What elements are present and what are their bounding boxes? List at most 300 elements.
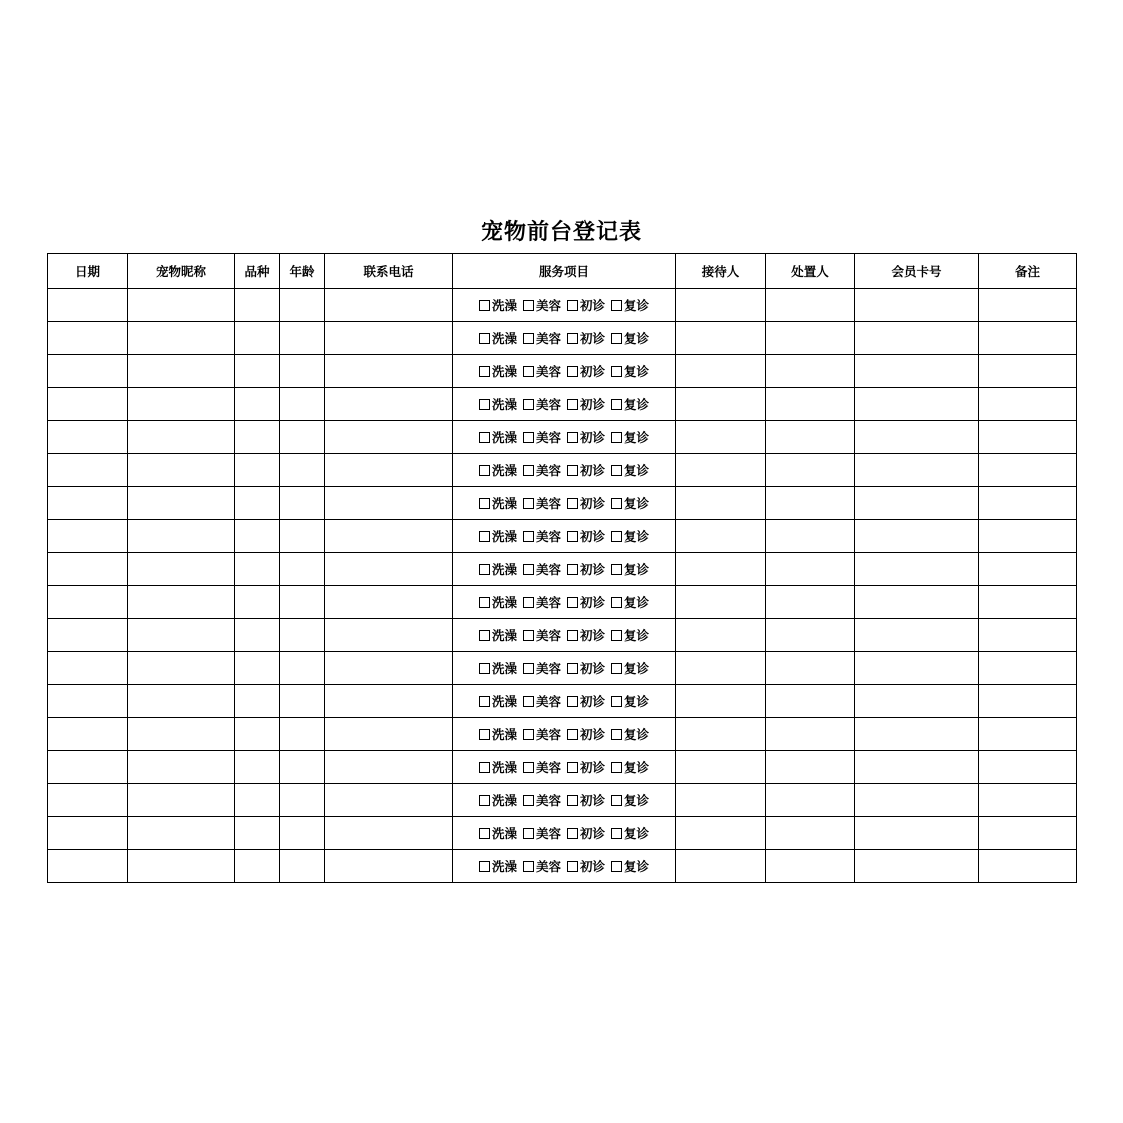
checkbox-icon[interactable] (479, 696, 490, 707)
service-option-bath[interactable] (479, 395, 517, 413)
phone-cell[interactable] (325, 652, 453, 685)
notes-cell[interactable] (979, 520, 1077, 553)
service-option-grooming[interactable] (523, 362, 561, 380)
notes-cell[interactable] (979, 355, 1077, 388)
member-card-cell[interactable] (855, 421, 979, 454)
service-option-first-visit[interactable] (567, 296, 605, 314)
date-cell[interactable] (48, 619, 128, 652)
service-option-first-visit[interactable] (567, 626, 605, 644)
age-cell[interactable] (280, 652, 325, 685)
checkbox-icon[interactable] (523, 597, 534, 608)
breed-cell[interactable] (235, 718, 280, 751)
date-cell[interactable] (48, 652, 128, 685)
age-cell[interactable] (280, 586, 325, 619)
breed-cell[interactable] (235, 454, 280, 487)
checkbox-icon[interactable] (567, 366, 578, 377)
phone-cell[interactable] (325, 553, 453, 586)
pet-name-cell[interactable] (128, 652, 235, 685)
receptionist-cell[interactable] (676, 520, 766, 553)
checkbox-icon[interactable] (611, 531, 622, 542)
breed-cell[interactable] (235, 685, 280, 718)
checkbox-icon[interactable] (479, 828, 490, 839)
phone-cell[interactable] (325, 784, 453, 817)
notes-cell[interactable] (979, 850, 1077, 883)
service-option-first-visit[interactable] (567, 329, 605, 347)
notes-cell[interactable] (979, 718, 1077, 751)
breed-cell[interactable] (235, 421, 280, 454)
handler-cell[interactable] (766, 784, 855, 817)
service-option-bath[interactable] (479, 758, 517, 776)
handler-cell[interactable] (766, 355, 855, 388)
breed-cell[interactable] (235, 751, 280, 784)
service-option-bath[interactable] (479, 296, 517, 314)
breed-cell[interactable] (235, 784, 280, 817)
age-cell[interactable] (280, 454, 325, 487)
pet-name-cell[interactable] (128, 553, 235, 586)
breed-cell[interactable] (235, 520, 280, 553)
receptionist-cell[interactable] (676, 586, 766, 619)
receptionist-cell[interactable] (676, 652, 766, 685)
service-option-follow-up[interactable] (611, 593, 649, 611)
phone-cell[interactable] (325, 718, 453, 751)
checkbox-icon[interactable] (611, 762, 622, 773)
pet-name-cell[interactable] (128, 421, 235, 454)
date-cell[interactable] (48, 718, 128, 751)
checkbox-icon[interactable] (611, 630, 622, 641)
checkbox-icon[interactable] (479, 498, 490, 509)
date-cell[interactable] (48, 454, 128, 487)
handler-cell[interactable] (766, 751, 855, 784)
checkbox-icon[interactable] (567, 300, 578, 311)
receptionist-cell[interactable] (676, 817, 766, 850)
notes-cell[interactable] (979, 619, 1077, 652)
date-cell[interactable] (48, 817, 128, 850)
member-card-cell[interactable] (855, 586, 979, 619)
phone-cell[interactable] (325, 388, 453, 421)
service-option-first-visit[interactable] (567, 758, 605, 776)
member-card-cell[interactable] (855, 718, 979, 751)
checkbox-icon[interactable] (523, 399, 534, 410)
pet-name-cell[interactable] (128, 619, 235, 652)
service-option-bath[interactable] (479, 527, 517, 545)
phone-cell[interactable] (325, 520, 453, 553)
receptionist-cell[interactable] (676, 322, 766, 355)
handler-cell[interactable] (766, 553, 855, 586)
date-cell[interactable] (48, 487, 128, 520)
phone-cell[interactable] (325, 586, 453, 619)
notes-cell[interactable] (979, 553, 1077, 586)
notes-cell[interactable] (979, 487, 1077, 520)
service-option-follow-up[interactable] (611, 857, 649, 875)
checkbox-icon[interactable] (523, 696, 534, 707)
phone-cell[interactable] (325, 850, 453, 883)
receptionist-cell[interactable] (676, 718, 766, 751)
checkbox-icon[interactable] (611, 663, 622, 674)
receptionist-cell[interactable] (676, 553, 766, 586)
service-option-grooming[interactable] (523, 395, 561, 413)
breed-cell[interactable] (235, 487, 280, 520)
service-option-grooming[interactable] (523, 560, 561, 578)
handler-cell[interactable] (766, 817, 855, 850)
checkbox-icon[interactable] (567, 663, 578, 674)
checkbox-icon[interactable] (567, 861, 578, 872)
notes-cell[interactable] (979, 421, 1077, 454)
service-option-follow-up[interactable] (611, 329, 649, 347)
age-cell[interactable] (280, 751, 325, 784)
service-option-first-visit[interactable] (567, 527, 605, 545)
checkbox-icon[interactable] (567, 597, 578, 608)
checkbox-icon[interactable] (567, 762, 578, 773)
phone-cell[interactable] (325, 817, 453, 850)
service-option-follow-up[interactable] (611, 362, 649, 380)
handler-cell[interactable] (766, 487, 855, 520)
receptionist-cell[interactable] (676, 751, 766, 784)
phone-cell[interactable] (325, 685, 453, 718)
date-cell[interactable] (48, 784, 128, 817)
phone-cell[interactable] (325, 322, 453, 355)
checkbox-icon[interactable] (523, 498, 534, 509)
checkbox-icon[interactable] (567, 465, 578, 476)
handler-cell[interactable] (766, 718, 855, 751)
checkbox-icon[interactable] (567, 498, 578, 509)
checkbox-icon[interactable] (479, 861, 490, 872)
date-cell[interactable] (48, 355, 128, 388)
checkbox-icon[interactable] (523, 828, 534, 839)
pet-name-cell[interactable] (128, 322, 235, 355)
date-cell[interactable] (48, 520, 128, 553)
checkbox-icon[interactable] (567, 828, 578, 839)
breed-cell[interactable] (235, 322, 280, 355)
service-option-follow-up[interactable] (611, 395, 649, 413)
pet-name-cell[interactable] (128, 751, 235, 784)
checkbox-icon[interactable] (567, 795, 578, 806)
age-cell[interactable] (280, 388, 325, 421)
handler-cell[interactable] (766, 850, 855, 883)
service-option-grooming[interactable] (523, 593, 561, 611)
service-option-follow-up[interactable] (611, 791, 649, 809)
service-option-bath[interactable] (479, 494, 517, 512)
age-cell[interactable] (280, 421, 325, 454)
checkbox-icon[interactable] (611, 861, 622, 872)
checkbox-icon[interactable] (523, 762, 534, 773)
service-option-first-visit[interactable] (567, 593, 605, 611)
checkbox-icon[interactable] (523, 531, 534, 542)
service-option-first-visit[interactable] (567, 659, 605, 677)
checkbox-icon[interactable] (523, 861, 534, 872)
service-option-follow-up[interactable] (611, 824, 649, 842)
service-option-first-visit[interactable] (567, 692, 605, 710)
service-option-follow-up[interactable] (611, 560, 649, 578)
service-option-bath[interactable] (479, 329, 517, 347)
checkbox-icon[interactable] (611, 366, 622, 377)
checkbox-icon[interactable] (479, 432, 490, 443)
age-cell[interactable] (280, 520, 325, 553)
checkbox-icon[interactable] (479, 333, 490, 344)
checkbox-icon[interactable] (523, 366, 534, 377)
age-cell[interactable] (280, 817, 325, 850)
pet-name-cell[interactable] (128, 289, 235, 322)
checkbox-icon[interactable] (611, 696, 622, 707)
service-option-first-visit[interactable] (567, 362, 605, 380)
checkbox-icon[interactable] (611, 795, 622, 806)
service-option-follow-up[interactable] (611, 692, 649, 710)
checkbox-icon[interactable] (567, 432, 578, 443)
phone-cell[interactable] (325, 355, 453, 388)
handler-cell[interactable] (766, 388, 855, 421)
notes-cell[interactable] (979, 322, 1077, 355)
notes-cell[interactable] (979, 454, 1077, 487)
checkbox-icon[interactable] (567, 564, 578, 575)
date-cell[interactable] (48, 850, 128, 883)
checkbox-icon[interactable] (523, 465, 534, 476)
service-option-first-visit[interactable] (567, 560, 605, 578)
service-option-follow-up[interactable] (611, 461, 649, 479)
date-cell[interactable] (48, 553, 128, 586)
handler-cell[interactable] (766, 652, 855, 685)
service-option-follow-up[interactable] (611, 428, 649, 446)
pet-name-cell[interactable] (128, 817, 235, 850)
service-option-follow-up[interactable] (611, 494, 649, 512)
member-card-cell[interactable] (855, 487, 979, 520)
service-option-first-visit[interactable] (567, 428, 605, 446)
pet-name-cell[interactable] (128, 520, 235, 553)
checkbox-icon[interactable] (611, 729, 622, 740)
pet-name-cell[interactable] (128, 454, 235, 487)
receptionist-cell[interactable] (676, 850, 766, 883)
checkbox-icon[interactable] (479, 300, 490, 311)
service-option-follow-up[interactable] (611, 758, 649, 776)
checkbox-icon[interactable] (611, 465, 622, 476)
service-option-first-visit[interactable] (567, 494, 605, 512)
receptionist-cell[interactable] (676, 685, 766, 718)
checkbox-icon[interactable] (567, 531, 578, 542)
checkbox-icon[interactable] (611, 828, 622, 839)
service-option-first-visit[interactable] (567, 725, 605, 743)
handler-cell[interactable] (766, 586, 855, 619)
checkbox-icon[interactable] (611, 564, 622, 575)
receptionist-cell[interactable] (676, 454, 766, 487)
checkbox-icon[interactable] (611, 597, 622, 608)
notes-cell[interactable] (979, 586, 1077, 619)
member-card-cell[interactable] (855, 355, 979, 388)
checkbox-icon[interactable] (611, 399, 622, 410)
age-cell[interactable] (280, 355, 325, 388)
pet-name-cell[interactable] (128, 685, 235, 718)
checkbox-icon[interactable] (611, 300, 622, 311)
service-option-grooming[interactable] (523, 428, 561, 446)
member-card-cell[interactable] (855, 454, 979, 487)
service-option-follow-up[interactable] (611, 626, 649, 644)
notes-cell[interactable] (979, 751, 1077, 784)
service-option-bath[interactable] (479, 692, 517, 710)
handler-cell[interactable] (766, 520, 855, 553)
phone-cell[interactable] (325, 751, 453, 784)
service-option-grooming[interactable] (523, 626, 561, 644)
checkbox-icon[interactable] (479, 729, 490, 740)
service-option-first-visit[interactable] (567, 395, 605, 413)
breed-cell[interactable] (235, 619, 280, 652)
checkbox-icon[interactable] (479, 531, 490, 542)
age-cell[interactable] (280, 718, 325, 751)
member-card-cell[interactable] (855, 850, 979, 883)
receptionist-cell[interactable] (676, 355, 766, 388)
age-cell[interactable] (280, 619, 325, 652)
service-option-grooming[interactable] (523, 824, 561, 842)
checkbox-icon[interactable] (523, 333, 534, 344)
pet-name-cell[interactable] (128, 784, 235, 817)
member-card-cell[interactable] (855, 652, 979, 685)
pet-name-cell[interactable] (128, 850, 235, 883)
service-option-bath[interactable] (479, 461, 517, 479)
service-option-grooming[interactable] (523, 461, 561, 479)
pet-name-cell[interactable] (128, 718, 235, 751)
age-cell[interactable] (280, 850, 325, 883)
checkbox-icon[interactable] (479, 630, 490, 641)
service-option-bath[interactable] (479, 626, 517, 644)
receptionist-cell[interactable] (676, 487, 766, 520)
breed-cell[interactable] (235, 553, 280, 586)
breed-cell[interactable] (235, 388, 280, 421)
member-card-cell[interactable] (855, 784, 979, 817)
handler-cell[interactable] (766, 454, 855, 487)
checkbox-icon[interactable] (611, 498, 622, 509)
member-card-cell[interactable] (855, 322, 979, 355)
phone-cell[interactable] (325, 421, 453, 454)
service-option-grooming[interactable] (523, 692, 561, 710)
checkbox-icon[interactable] (479, 663, 490, 674)
checkbox-icon[interactable] (567, 696, 578, 707)
notes-cell[interactable] (979, 817, 1077, 850)
date-cell[interactable] (48, 421, 128, 454)
member-card-cell[interactable] (855, 817, 979, 850)
date-cell[interactable] (48, 388, 128, 421)
service-option-first-visit[interactable] (567, 824, 605, 842)
phone-cell[interactable] (325, 619, 453, 652)
checkbox-icon[interactable] (611, 432, 622, 443)
breed-cell[interactable] (235, 652, 280, 685)
checkbox-icon[interactable] (523, 564, 534, 575)
breed-cell[interactable] (235, 289, 280, 322)
service-option-grooming[interactable] (523, 725, 561, 743)
pet-name-cell[interactable] (128, 487, 235, 520)
service-option-grooming[interactable] (523, 296, 561, 314)
checkbox-icon[interactable] (523, 300, 534, 311)
breed-cell[interactable] (235, 850, 280, 883)
service-option-bath[interactable] (479, 593, 517, 611)
pet-name-cell[interactable] (128, 388, 235, 421)
date-cell[interactable] (48, 586, 128, 619)
service-option-grooming[interactable] (523, 494, 561, 512)
service-option-follow-up[interactable] (611, 725, 649, 743)
phone-cell[interactable] (325, 289, 453, 322)
service-option-bath[interactable] (479, 725, 517, 743)
checkbox-icon[interactable] (479, 762, 490, 773)
notes-cell[interactable] (979, 685, 1077, 718)
service-option-grooming[interactable] (523, 857, 561, 875)
phone-cell[interactable] (325, 454, 453, 487)
service-option-grooming[interactable] (523, 758, 561, 776)
service-option-grooming[interactable] (523, 329, 561, 347)
handler-cell[interactable] (766, 322, 855, 355)
service-option-follow-up[interactable] (611, 296, 649, 314)
age-cell[interactable] (280, 553, 325, 586)
date-cell[interactable] (48, 685, 128, 718)
notes-cell[interactable] (979, 784, 1077, 817)
receptionist-cell[interactable] (676, 619, 766, 652)
member-card-cell[interactable] (855, 520, 979, 553)
age-cell[interactable] (280, 322, 325, 355)
service-option-first-visit[interactable] (567, 857, 605, 875)
service-option-first-visit[interactable] (567, 461, 605, 479)
date-cell[interactable] (48, 751, 128, 784)
checkbox-icon[interactable] (567, 333, 578, 344)
checkbox-icon[interactable] (523, 729, 534, 740)
checkbox-icon[interactable] (479, 795, 490, 806)
checkbox-icon[interactable] (479, 366, 490, 377)
service-option-grooming[interactable] (523, 659, 561, 677)
pet-name-cell[interactable] (128, 586, 235, 619)
member-card-cell[interactable] (855, 685, 979, 718)
service-option-follow-up[interactable] (611, 659, 649, 677)
checkbox-icon[interactable] (567, 630, 578, 641)
checkbox-icon[interactable] (567, 729, 578, 740)
checkbox-icon[interactable] (523, 663, 534, 674)
member-card-cell[interactable] (855, 388, 979, 421)
member-card-cell[interactable] (855, 553, 979, 586)
receptionist-cell[interactable] (676, 289, 766, 322)
handler-cell[interactable] (766, 421, 855, 454)
member-card-cell[interactable] (855, 289, 979, 322)
checkbox-icon[interactable] (479, 564, 490, 575)
handler-cell[interactable] (766, 289, 855, 322)
service-option-bath[interactable] (479, 824, 517, 842)
service-option-grooming[interactable] (523, 527, 561, 545)
checkbox-icon[interactable] (479, 399, 490, 410)
receptionist-cell[interactable] (676, 784, 766, 817)
service-option-follow-up[interactable] (611, 527, 649, 545)
notes-cell[interactable] (979, 652, 1077, 685)
checkbox-icon[interactable] (479, 465, 490, 476)
service-option-bath[interactable] (479, 362, 517, 380)
breed-cell[interactable] (235, 355, 280, 388)
date-cell[interactable] (48, 289, 128, 322)
age-cell[interactable] (280, 784, 325, 817)
breed-cell[interactable] (235, 817, 280, 850)
receptionist-cell[interactable] (676, 388, 766, 421)
checkbox-icon[interactable] (479, 597, 490, 608)
handler-cell[interactable] (766, 619, 855, 652)
service-option-first-visit[interactable] (567, 791, 605, 809)
notes-cell[interactable] (979, 289, 1077, 322)
age-cell[interactable] (280, 685, 325, 718)
age-cell[interactable] (280, 289, 325, 322)
service-option-bath[interactable] (479, 857, 517, 875)
service-option-bath[interactable] (479, 791, 517, 809)
service-option-bath[interactable] (479, 428, 517, 446)
date-cell[interactable] (48, 322, 128, 355)
notes-cell[interactable] (979, 388, 1077, 421)
service-option-bath[interactable] (479, 659, 517, 677)
service-option-bath[interactable] (479, 560, 517, 578)
service-option-grooming[interactable] (523, 791, 561, 809)
age-cell[interactable] (280, 487, 325, 520)
receptionist-cell[interactable] (676, 421, 766, 454)
member-card-cell[interactable] (855, 751, 979, 784)
checkbox-icon[interactable] (523, 630, 534, 641)
pet-name-cell[interactable] (128, 355, 235, 388)
checkbox-icon[interactable] (567, 399, 578, 410)
phone-cell[interactable] (325, 487, 453, 520)
